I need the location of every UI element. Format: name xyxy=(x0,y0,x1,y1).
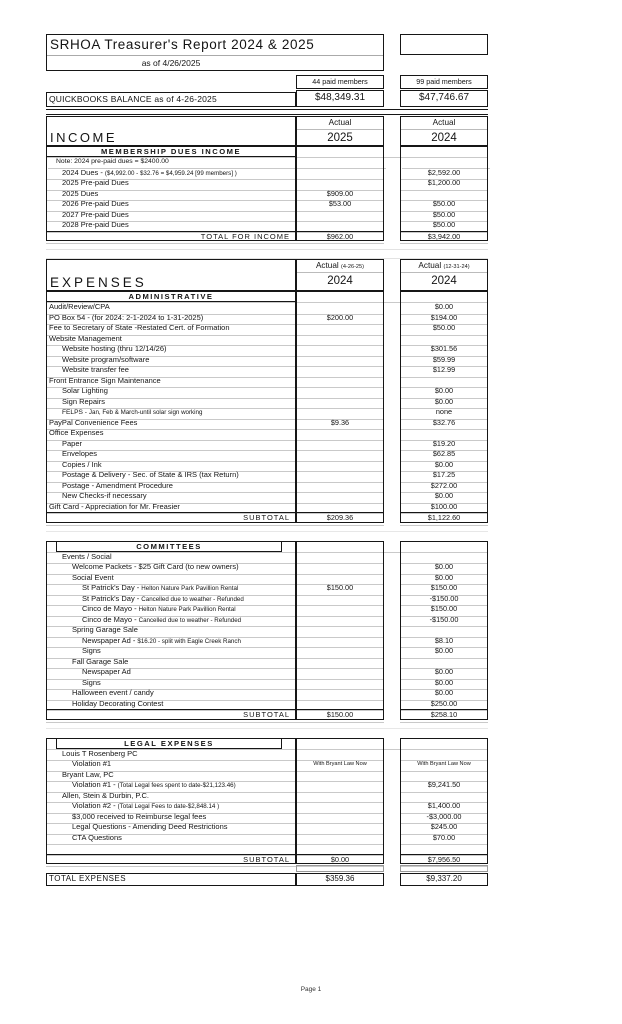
row-label: Halloween event / candy xyxy=(72,688,154,697)
row-label: Fall Garage Sale xyxy=(72,656,129,666)
quickbooks-balance-row xyxy=(46,90,488,108)
page-footer: Page 1 xyxy=(300,986,322,993)
table-row xyxy=(46,667,488,678)
table-row xyxy=(46,397,488,408)
table-row xyxy=(46,210,488,221)
actual-date-paren: (4-26-25) xyxy=(341,264,365,270)
expenses-col-2024-year: 2024 xyxy=(431,275,457,287)
expenses-col-2025-year: 2024 xyxy=(327,275,353,287)
balance-2024: $47,746.67 xyxy=(400,90,488,107)
income-rows xyxy=(46,157,488,241)
row-label: SUBTOTAL xyxy=(243,513,290,522)
actual-label: Actual xyxy=(418,261,442,270)
committees-rows xyxy=(46,552,488,720)
row-label: Office Expenses xyxy=(49,428,104,437)
expenses-col-2024-header xyxy=(400,259,488,291)
row-note: ($4,992.00 - $32.76 = $4,959.24 [99 members] ) xyxy=(104,169,237,177)
row-label: Paper xyxy=(62,438,83,448)
expenses-title: EXPENSES xyxy=(50,275,147,290)
table-row xyxy=(46,220,488,231)
row-label: Violation #1 - xyxy=(72,780,116,789)
value-2024: $1,122.60 xyxy=(400,512,488,526)
value-2024: $50.00 xyxy=(400,210,488,223)
table-row xyxy=(46,449,488,460)
legal-band-label: LEGAL EXPENSES xyxy=(56,738,282,749)
hairline xyxy=(46,250,488,259)
value-2024: $3,942.00 xyxy=(400,231,488,245)
value-2024: $2,592.00 xyxy=(400,168,488,181)
section-band-row xyxy=(46,146,488,157)
value-2024: $0.00 xyxy=(400,667,488,680)
value-2024: $50.00 xyxy=(400,323,488,336)
table-row xyxy=(46,168,488,179)
row-label: Postage - Amendment Procedure xyxy=(62,480,173,490)
value-2024: -$150.00 xyxy=(400,615,488,628)
value-2024: $9,241.50 xyxy=(400,780,488,793)
value-2025: $53.00 xyxy=(296,199,384,212)
actual-date-paren: (12-31-24) xyxy=(443,264,470,270)
value-2024: $272.00 xyxy=(400,481,488,494)
value-2024: $32.76 xyxy=(400,418,488,431)
row-label: FELPS - xyxy=(62,409,87,416)
value-2024: $0.00 xyxy=(400,397,488,410)
table-row xyxy=(46,199,488,210)
table-row xyxy=(46,428,488,439)
row-label: Postage & Delivery - Sec. of State & IRS (tax Return) xyxy=(62,470,239,479)
table-row xyxy=(46,313,488,324)
administrative-band-label: ADMINISTRATIVE xyxy=(46,291,296,302)
row-label: Welcome Packets - $25 Gift Card (to new owners) xyxy=(72,562,239,571)
income-col-2025-header xyxy=(296,116,384,146)
table-row xyxy=(46,512,488,523)
row-label: Sign Repairs xyxy=(62,396,105,406)
table-row xyxy=(46,302,488,313)
value-2024: $250.00 xyxy=(400,699,488,712)
table-row xyxy=(46,699,488,710)
value-2024: -$150.00 xyxy=(400,594,488,607)
balance-2025: $48,349.31 xyxy=(296,90,384,107)
table-row xyxy=(46,552,488,563)
value-2024: $50.00 xyxy=(400,220,488,233)
table-row xyxy=(46,854,488,865)
title-box xyxy=(46,34,384,71)
value-2025: With Bryant Law Now xyxy=(296,759,384,772)
row-desc xyxy=(46,512,296,526)
table-row xyxy=(46,189,488,200)
row-label: SUBTOTAL xyxy=(243,710,290,719)
row-label: Solar Lighting xyxy=(62,386,108,395)
section-band-row xyxy=(46,738,488,749)
row-label: Fee to Secretary of State -Restated Cert. of Formation xyxy=(49,323,230,332)
table-row xyxy=(46,833,488,844)
row-label: Events / Social xyxy=(62,551,112,561)
row-label: Newspaper Ad - xyxy=(82,635,136,645)
expenses-col-2025-actual xyxy=(297,260,383,273)
value-2024: $150.00 xyxy=(400,604,488,617)
value-2024: $194.00 xyxy=(400,313,488,326)
row-label: Newspaper Ad xyxy=(82,667,131,676)
table-row xyxy=(46,657,488,668)
income-col-2024-year: 2024 xyxy=(431,132,457,144)
value-2024: $0.00 xyxy=(400,688,488,701)
table-row xyxy=(46,749,488,760)
row-note: (Total Legal Fees to date-$2,848.14 ) xyxy=(117,803,220,810)
value-2024: $0.00 xyxy=(400,460,488,473)
row-note: Cancelled due to weather - Refunded xyxy=(141,595,244,603)
row-note: Jan, Feb & March-until solar sign working xyxy=(88,409,203,416)
row-label: 2026 Pre-paid Dues xyxy=(62,199,129,208)
table-row xyxy=(46,843,488,854)
value-2025: $150.00 xyxy=(296,709,384,723)
row-label: Louis T Rosenberg PC xyxy=(62,748,138,758)
as-of-date: as of 4/26/2025 xyxy=(141,58,201,68)
row-note: $16.20 - split with Eagle Creek Ranch xyxy=(137,637,241,645)
income-band-label: MEMBERSHIP DUES INCOME xyxy=(46,146,296,157)
administrative-rows xyxy=(46,302,488,523)
table-row xyxy=(46,502,488,513)
expenses-col-2025-header xyxy=(296,259,384,291)
row-label: Spring Garage Sale xyxy=(72,625,138,634)
value-2024: $258.10 xyxy=(400,709,488,723)
row-desc xyxy=(46,709,296,723)
table-row xyxy=(46,688,488,699)
table-row xyxy=(48,157,488,168)
expenses-title-cell xyxy=(46,259,296,291)
table-row xyxy=(46,376,488,387)
table-row xyxy=(46,178,488,189)
value-2024: $245.00 xyxy=(400,822,488,835)
section-band-row xyxy=(46,291,488,302)
value-2024: $19.20 xyxy=(400,439,488,452)
value-2024: $8.10 xyxy=(400,636,488,649)
table-row xyxy=(46,344,488,355)
income-col-2025-year: 2025 xyxy=(327,132,353,144)
table-row xyxy=(46,678,488,689)
value-2024: -$3,000.00 xyxy=(400,812,488,825)
empty-box-2024 xyxy=(400,865,488,872)
table-row xyxy=(46,812,488,823)
row-desc xyxy=(46,231,296,245)
table-row xyxy=(46,481,488,492)
row-label: Cinco de Mayo - xyxy=(82,614,137,624)
row-label: $3,000 received to Reimburse legal fees xyxy=(72,811,207,821)
value-2024: $59.99 xyxy=(400,355,488,368)
table-row xyxy=(46,418,488,429)
value-2025: $962.00 xyxy=(296,231,384,245)
value-2025: $0.00 xyxy=(296,854,384,868)
row-label: TOTAL FOR INCOME xyxy=(200,231,290,241)
report-table xyxy=(46,34,488,886)
row-label: Signs xyxy=(82,677,101,687)
table-row xyxy=(46,407,488,418)
legal-rows xyxy=(46,749,488,865)
quickbooks-balance-label: QUICKBOOKS BALANCE as of 4-26-2025 xyxy=(46,92,296,107)
value-2024: $0.00 xyxy=(400,302,488,315)
table-row xyxy=(46,604,488,615)
table-row xyxy=(46,822,488,833)
row-label: 2025 Pre-paid Dues xyxy=(62,178,129,187)
row-label: Allen, Stein & Durbin, P.C. xyxy=(62,790,149,800)
row-label: Gift Card - Appreciation for Mr. Freasier xyxy=(49,501,180,511)
row-label: Violation #2 - xyxy=(72,801,116,810)
paid-members-row xyxy=(46,75,488,89)
expenses-col-2024-actual xyxy=(401,260,487,273)
row-label: Legal Questions - Amending Deed Restrictions xyxy=(72,822,228,831)
income-col-2024-actual xyxy=(401,117,487,130)
actual-label: Actual xyxy=(432,118,456,127)
table-row xyxy=(46,439,488,450)
table-row xyxy=(46,594,488,605)
income-section xyxy=(46,146,488,241)
table-row xyxy=(46,470,488,481)
table-row xyxy=(46,386,488,397)
value-2024: $17.25 xyxy=(400,470,488,483)
total-expenses-label: TOTAL EXPENSES xyxy=(46,873,296,886)
table-row xyxy=(46,780,488,791)
row-label: Audit/Review/CPA xyxy=(49,302,110,311)
table-row xyxy=(46,801,488,812)
value-2024: $50.00 xyxy=(400,199,488,212)
total-expenses-2025: $359.36 xyxy=(296,873,384,886)
value-2024: $0.00 xyxy=(400,646,488,659)
value-2024: $1,400.00 xyxy=(400,801,488,814)
value-2024: $1,200.00 xyxy=(400,178,488,191)
row-label: Website program/software xyxy=(62,354,150,364)
row-label: Social Event xyxy=(72,572,114,582)
row-label: 2027 Pre-paid Dues xyxy=(62,209,129,219)
row-label: Cinco de Mayo - xyxy=(82,604,137,613)
value-2025: $9.36 xyxy=(296,418,384,431)
income-header xyxy=(46,116,488,146)
row-note: Helton Nature Park Pavillion Rental xyxy=(141,585,239,592)
row-note: Helton Nature Park Pavillion Rental xyxy=(138,606,236,613)
table-row xyxy=(46,583,488,594)
page-title: SRHOA Treasurer's Report 2024 & 2025 xyxy=(47,35,383,56)
administrative-section xyxy=(46,291,488,523)
value-2024: $100.00 xyxy=(400,502,488,515)
row-label: 2025 Dues xyxy=(62,188,99,198)
total-expenses-2024: $9,337.20 xyxy=(400,873,488,886)
table-row xyxy=(46,460,488,471)
members-2025: 44 paid members xyxy=(296,75,384,89)
column-gap xyxy=(384,231,400,245)
title-right-empty-cell xyxy=(400,34,488,55)
members-2024: 99 paid members xyxy=(400,75,488,89)
row-note: Cancelled due to weather - Refunded xyxy=(138,616,242,624)
row-label: Violation #1 xyxy=(72,759,112,768)
row-label: Website transfer fee xyxy=(62,365,129,374)
total-expenses-row xyxy=(46,873,488,886)
table-row xyxy=(46,562,488,573)
table-row xyxy=(46,573,488,584)
row-label: Bryant Law, PC xyxy=(62,769,114,779)
row-label: Signs xyxy=(82,646,101,655)
row-label: Website hosting (thru 12/14/26) xyxy=(62,344,167,353)
row-label: Copies / Ink xyxy=(62,459,102,469)
separator-line xyxy=(46,109,488,115)
value-2024: $0.00 xyxy=(400,573,488,586)
value-2024: $150.00 xyxy=(400,583,488,596)
pre-total-spacer xyxy=(46,864,488,873)
row-label: Front Entrance Sign Maintenance xyxy=(49,375,161,385)
value-2024: $301.56 xyxy=(400,344,488,357)
value-2024: $62.85 xyxy=(400,449,488,462)
committees-band-label: COMMITTEES xyxy=(56,541,282,552)
value-2024: none xyxy=(400,407,488,420)
row-label: 2028 Pre-paid Dues xyxy=(62,220,129,229)
row-label: St Patrick's Day - xyxy=(82,593,140,603)
row-label: New Checks-if necessary xyxy=(62,491,147,500)
table-row xyxy=(46,646,488,657)
title-block xyxy=(46,34,488,71)
table-row xyxy=(46,323,488,334)
table-row xyxy=(46,491,488,502)
table-row xyxy=(46,334,488,345)
row-note: (Total Legal fees spent to date-$21,123.46) xyxy=(117,782,236,789)
value-2024: $0.00 xyxy=(400,386,488,399)
column-gap xyxy=(384,709,400,723)
table-row xyxy=(46,355,488,366)
value-2024: $70.00 xyxy=(400,833,488,846)
row-label: Envelopes xyxy=(62,449,98,458)
table-row xyxy=(46,636,488,647)
table-row xyxy=(46,231,488,242)
committees-section xyxy=(46,541,488,720)
value-2024: $0.00 xyxy=(400,491,488,504)
row-label: CTA Questions xyxy=(72,832,122,842)
row-label: Website Management xyxy=(49,333,122,343)
table-row xyxy=(46,615,488,626)
table-row xyxy=(46,770,488,781)
column-gap xyxy=(384,512,400,526)
value-2024: $7,956.50 xyxy=(400,854,488,868)
income-col-2024-header xyxy=(400,116,488,146)
table-row xyxy=(46,365,488,376)
actual-label: Actual xyxy=(315,261,339,270)
income-col-2025-actual xyxy=(297,117,383,130)
row-label: SUBTOTAL xyxy=(243,854,290,864)
table-row xyxy=(46,759,488,770)
actual-label: Actual xyxy=(328,118,352,127)
value-2024: $0.00 xyxy=(400,562,488,575)
value-2025: $909.00 xyxy=(296,189,384,202)
table-row xyxy=(46,709,488,720)
income-title: INCOME xyxy=(50,130,117,145)
value-2025: $200.00 xyxy=(296,313,384,326)
table-row xyxy=(46,625,488,636)
section-band-row xyxy=(46,541,488,552)
row-label: PO Box 54 - (for 2024: 2-1-2024 to 1-31-2025) xyxy=(49,312,204,322)
value-2025: $209.36 xyxy=(296,512,384,526)
row-label: Holiday Decorating Contest xyxy=(72,698,164,708)
row-label: PayPal Convenience Fees xyxy=(49,417,138,427)
row-label: Note: 2024 pre-paid dues = $2400.00 xyxy=(56,158,169,165)
expenses-header xyxy=(46,259,488,291)
value-2025: $150.00 xyxy=(296,583,384,596)
row-label: 2024 Dues - xyxy=(62,167,103,177)
value-2024: $12.99 xyxy=(400,365,488,378)
table-row xyxy=(46,791,488,802)
value-2024: $0.00 xyxy=(400,678,488,691)
legal-expenses-section xyxy=(46,738,488,865)
income-title-cell xyxy=(46,116,296,146)
row-label: St Patrick's Day - xyxy=(82,583,140,592)
value-2024: With Bryant Law Now xyxy=(400,759,488,772)
empty-box-2025 xyxy=(296,865,384,872)
